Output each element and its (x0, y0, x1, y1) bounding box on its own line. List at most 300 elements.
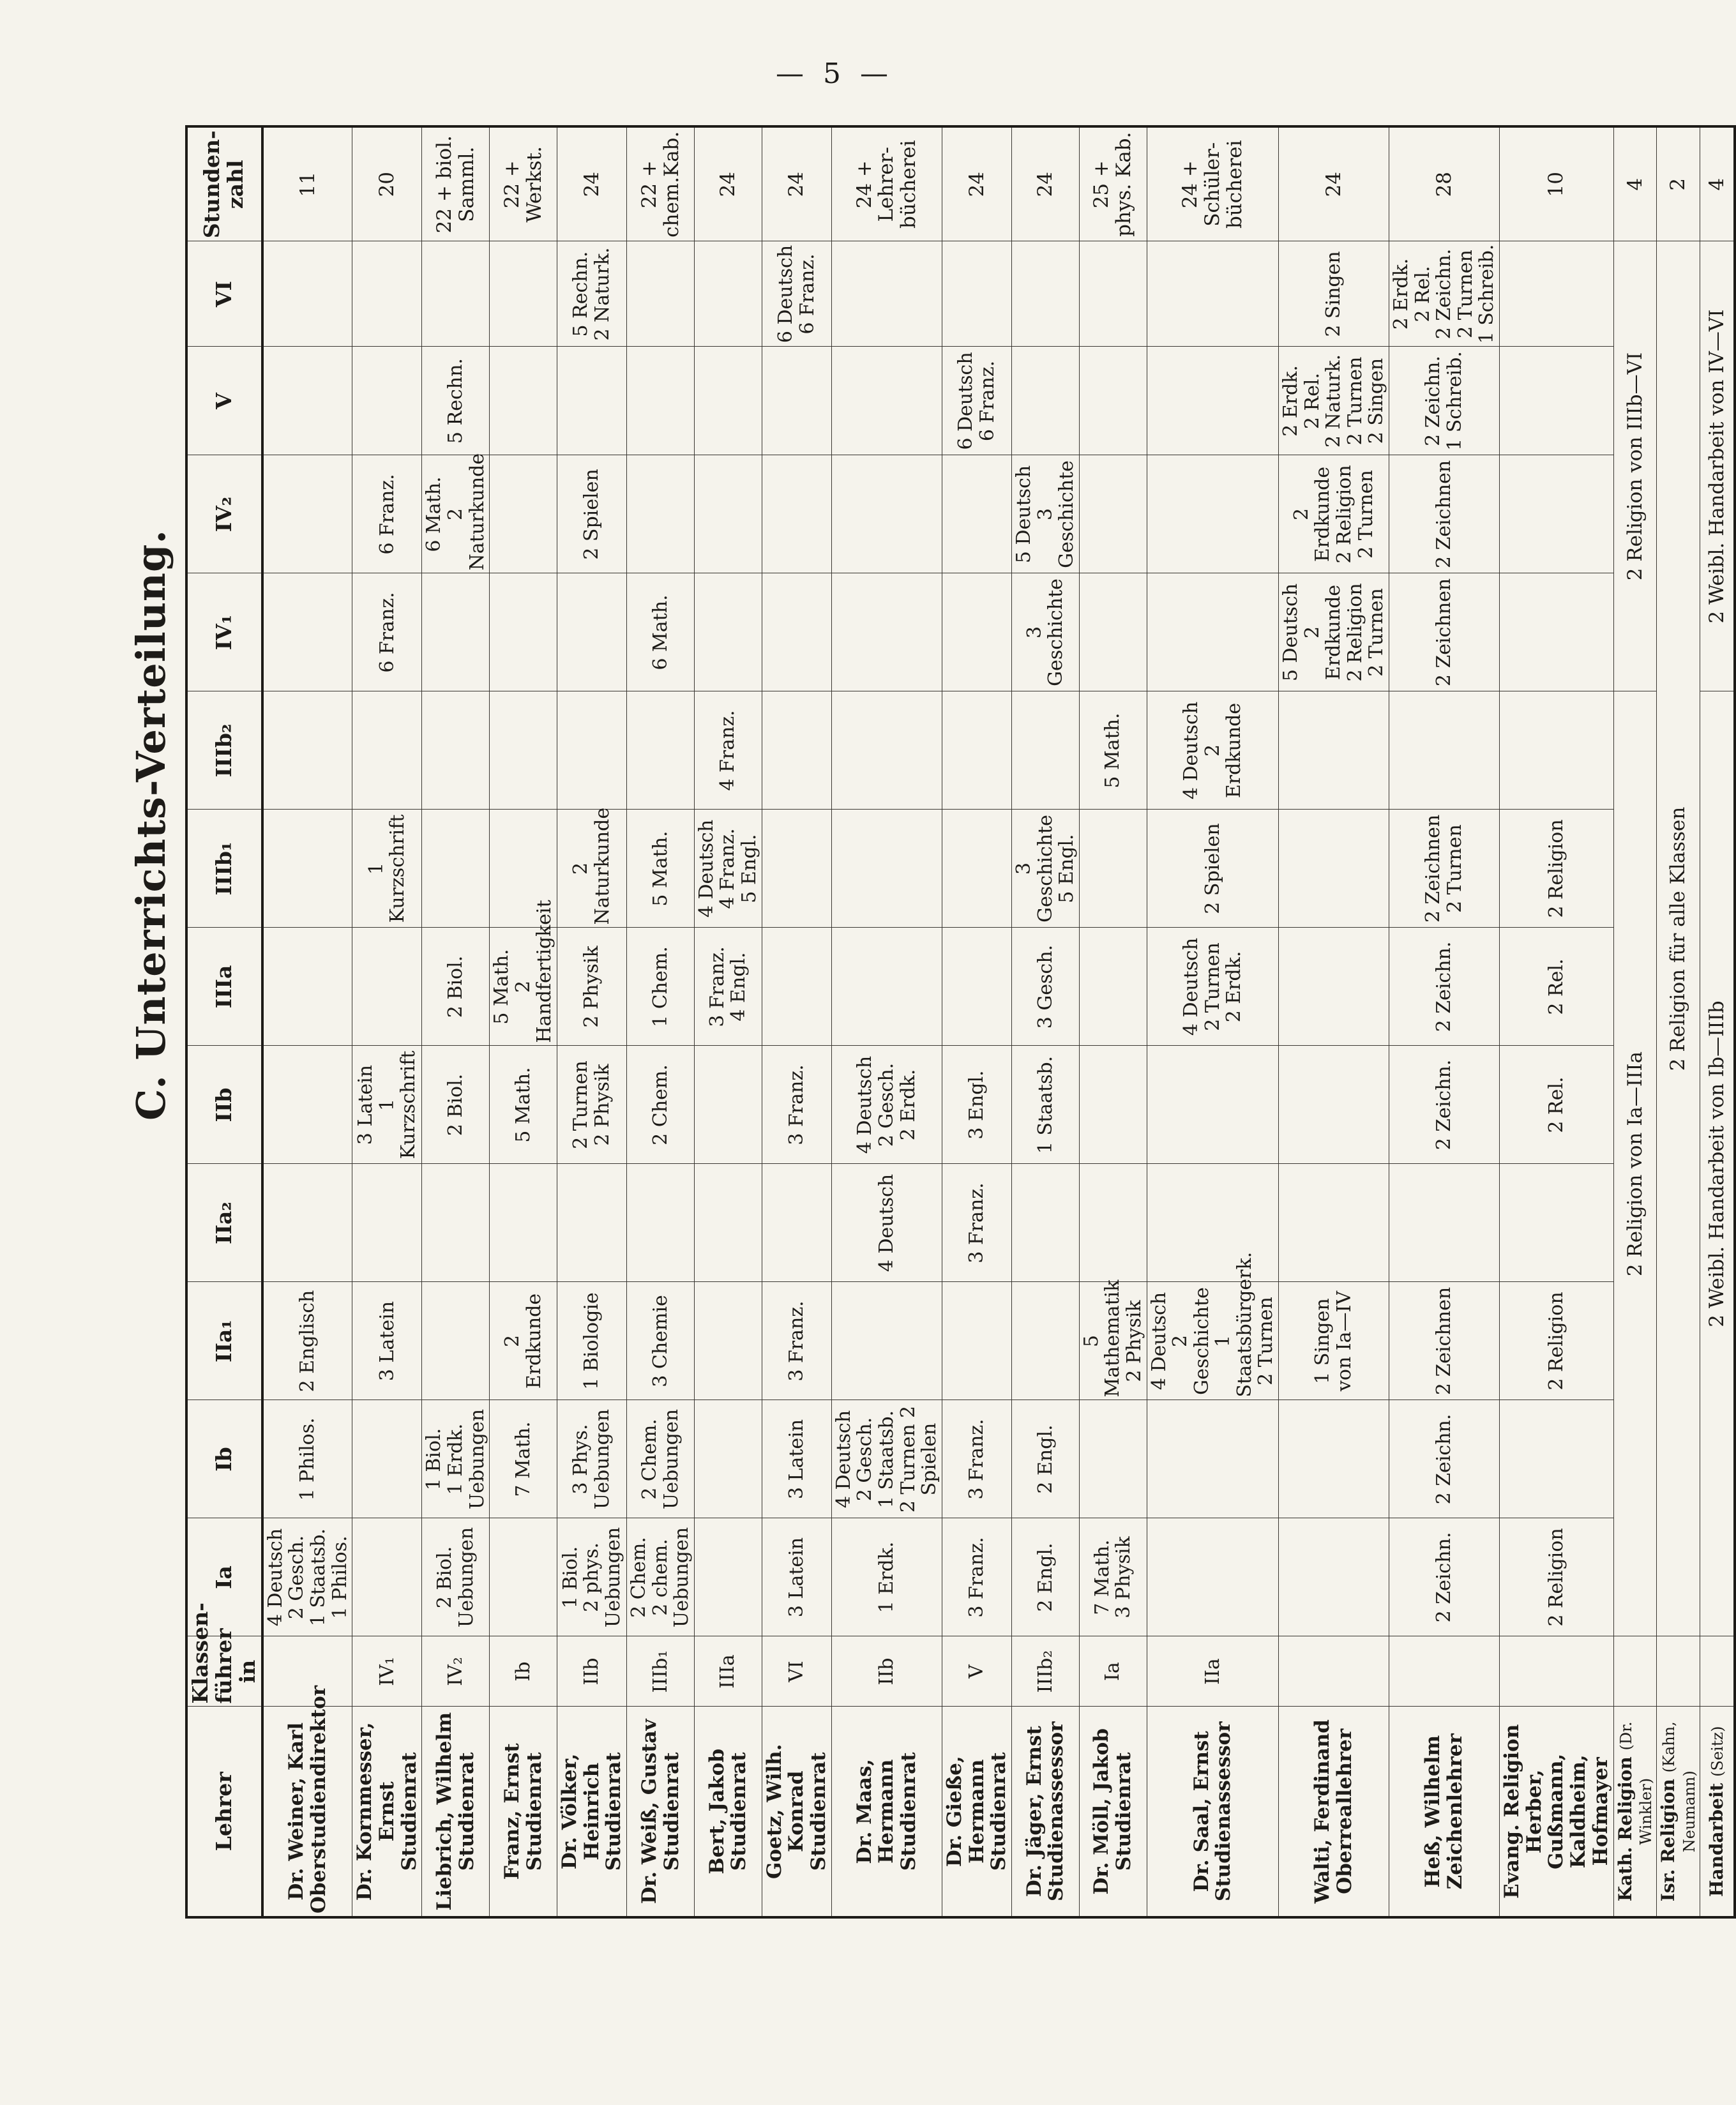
lesson-cell: 5 Math. (627, 810, 695, 928)
teacher-title: Studienrat (987, 1752, 1011, 1871)
footer-text: 2 Weibl. Handarbeit von Ib—IIIb (1700, 691, 1735, 1636)
lesson-cell (831, 928, 942, 1046)
lesson-cell (262, 455, 352, 573)
teacher-cell (1011, 1707, 1079, 1917)
teacher-cell (262, 1685, 352, 1917)
lesson-cell: 2 Chem. 2 chem. Uebungen (627, 1518, 695, 1636)
teacher-cell (694, 1707, 762, 1917)
teacher-title: Studienrat (455, 1752, 478, 1871)
teacher-name: Bert, Jakob (705, 1748, 728, 1875)
lesson-cell (762, 573, 831, 691)
column-header: IIb (186, 1046, 262, 1164)
lesson-cell: 3 Geschichte 5 Engl. (1011, 810, 1079, 928)
rotated-table-area (128, 130, 1728, 1919)
lesson-cell (762, 691, 831, 810)
lesson-cell (490, 455, 557, 573)
hours-cell: 24 + Lehrer- bücherei (831, 126, 942, 241)
lesson-cell: 6 Franz. (352, 455, 422, 573)
lesson-cell (262, 691, 352, 810)
teacher-title: Herber, Gußmann, Kaldheim, Hofmayer (1522, 1753, 1612, 1869)
lesson-cell (694, 241, 762, 347)
class-leader-cell: Ia (1079, 1636, 1147, 1707)
lesson-cell: 2 Zeichnen 2 Turnen (1389, 810, 1500, 928)
table-row (262, 126, 352, 1917)
lesson-cell (557, 347, 626, 455)
class-leader-cell (1389, 1636, 1500, 1707)
hours-cell: 24 (694, 126, 762, 241)
column-header: IIIb₂ (186, 691, 262, 810)
lesson-cell (1079, 455, 1147, 573)
lesson-cell (1079, 241, 1147, 347)
teacher-cell (490, 1707, 557, 1917)
lesson-cell (1279, 1518, 1389, 1636)
table-row (942, 126, 1011, 1917)
lesson-cell (352, 1518, 422, 1636)
table-row (557, 126, 626, 1917)
lesson-cell: 4 Deutsch 2 Gesch. 1 Staatsb. 2 Turnen 2 Spielen (831, 1400, 942, 1518)
teacher-name: Evang. Religion (1500, 1724, 1524, 1899)
footer-label (1700, 1707, 1735, 1917)
footer-label (1657, 1707, 1700, 1917)
lesson-cell: 2 Zeichnen (1389, 573, 1500, 691)
teacher-name: Dr. Gieße, Hermann (942, 1756, 988, 1867)
lesson-cell: 1 Biol. 2 phys. Uebungen (557, 1518, 626, 1636)
teacher-name: Dr. Kornmesser, Ernst (353, 1722, 398, 1901)
lesson-cell: 6 Math. 2 Naturkunde (422, 455, 490, 573)
table-row (1389, 126, 1500, 1917)
lesson-cell: 2 Engl. (1011, 1400, 1079, 1518)
lesson-cell (262, 928, 352, 1046)
lesson-cell (942, 573, 1011, 691)
lesson-cell: 3 Franz. (762, 1046, 831, 1164)
lesson-cell (1079, 928, 1147, 1046)
lesson-cell (1079, 347, 1147, 455)
column-header: IIIa (186, 928, 262, 1046)
class-leader-cell: IIb (557, 1636, 626, 1707)
lesson-cell (1147, 241, 1279, 347)
lesson-cell (422, 1164, 490, 1282)
lesson-cell: 2 Singen (1279, 241, 1389, 347)
lesson-cell (942, 1282, 1011, 1400)
footer-names: (Dr. Winkler) (1617, 1721, 1655, 1845)
teacher-cell (762, 1707, 831, 1917)
lesson-cell (1500, 241, 1614, 347)
teacher-cell (831, 1707, 942, 1917)
lesson-cell (1147, 1518, 1279, 1636)
lesson-cell (490, 241, 557, 347)
class-leader-cell: IIa (1147, 1636, 1279, 1707)
lesson-cell: 2 Zeichn. (1389, 928, 1500, 1046)
lesson-cell (352, 928, 422, 1046)
hours-cell: 25 + phys. Kab. (1079, 126, 1147, 241)
table-row (694, 126, 762, 1917)
lesson-cell: 3 Franz. (762, 1282, 831, 1400)
teacher-name: Dr. Möll, Jakob (1090, 1728, 1113, 1895)
class-leader-cell: IIIb₁ (627, 1636, 695, 1707)
lesson-cell: 2 Erdk. 2 Rel. 2 Naturk. 2 Turnen 2 Singen (1279, 347, 1389, 455)
lesson-cell (942, 455, 1011, 573)
teacher-name: Heß, Wilhelm (1421, 1735, 1445, 1888)
lesson-cell: 2 Erdk. 2 Rel. 2 Zeichn. 2 Turnen 1 Schreib. (1389, 241, 1500, 347)
lesson-cell (831, 347, 942, 455)
lesson-cell (1279, 1046, 1389, 1164)
teacher-cell (1079, 1707, 1147, 1917)
column-header: IV₂ (186, 455, 262, 573)
lesson-cell: 4 Deutsch (831, 1164, 942, 1282)
teacher-title: Oberreallehrer (1333, 1728, 1357, 1894)
lesson-cell: 2 Spielen (557, 455, 626, 573)
lesson-cell (490, 573, 557, 691)
table-row (422, 126, 490, 1917)
lesson-cell: 2 Zeichn. 1 Schreib. (1389, 347, 1500, 455)
teacher-name: Liebrich, Wilhelm (433, 1712, 457, 1911)
lesson-cell (422, 1282, 490, 1400)
lesson-cell (942, 928, 1011, 1046)
class-leader-cell: IIIa (694, 1636, 762, 1707)
teacher-cell (1279, 1707, 1389, 1917)
lesson-cell: 2 Engl. (1011, 1518, 1079, 1636)
lesson-cell (262, 347, 352, 455)
table-body (262, 126, 1735, 1917)
lesson-cell (352, 241, 422, 347)
lesson-cell (1500, 1164, 1614, 1282)
lesson-cell (831, 810, 942, 928)
lesson-cell (1079, 810, 1147, 928)
teacher-cell (557, 1707, 626, 1917)
lesson-cell (762, 455, 831, 573)
teacher-title: Studienrat (1112, 1752, 1136, 1871)
lesson-cell (557, 691, 626, 810)
lesson-cell: 1 Chem. (627, 928, 695, 1046)
class-leader-cell: IV₂ (422, 1636, 490, 1707)
teacher-name: Dr. Saal, Ernst (1189, 1731, 1213, 1892)
footer-label (1613, 1707, 1657, 1917)
footer-row (1613, 126, 1657, 1917)
lesson-cell (694, 347, 762, 455)
footer-names: (Kahn, Neumann) (1660, 1721, 1698, 1853)
hours-cell: 24 (1279, 126, 1389, 241)
teacher-title: Studienrat (397, 1752, 421, 1871)
empty-cell (1613, 1636, 1657, 1707)
teacher-name: Dr. Jäger, Ernst (1022, 1726, 1046, 1898)
lesson-cell: 2 Biol. (422, 1046, 490, 1164)
lesson-cell (831, 573, 942, 691)
lesson-cell (1279, 691, 1389, 810)
lesson-cell: 4 Deutsch 2 Turnen 2 Erdk. (1147, 928, 1279, 1046)
lesson-cell (490, 1518, 557, 1636)
lesson-cell (352, 691, 422, 810)
lesson-cell: 2 Spielen (1147, 810, 1279, 928)
lesson-cell: 5 Deutsch 3 Geschichte (1011, 455, 1079, 573)
lesson-cell: 2 Religion (1500, 810, 1614, 928)
lesson-cell: 3 Latein 1 Kurzschrift (352, 1046, 422, 1164)
lesson-cell: 2 Zeichn. (1389, 1046, 1500, 1164)
lesson-cell (1500, 1400, 1614, 1518)
lesson-cell (1500, 691, 1614, 810)
lesson-cell: 5 Math. (1079, 691, 1147, 810)
teacher-name: Goetz, Wilh. Konrad (762, 1744, 808, 1880)
footer-row (1657, 126, 1700, 1917)
lesson-cell (831, 241, 942, 347)
class-leader-cell (1500, 1636, 1614, 1707)
lesson-cell (694, 1518, 762, 1636)
hours-cell: 20 (352, 126, 422, 241)
lesson-cell (694, 1400, 762, 1518)
lesson-cell: 4 Deutsch 4 Franz. 5 Engl. (694, 810, 762, 928)
lesson-cell (762, 928, 831, 1046)
lesson-cell (262, 1046, 352, 1164)
footer-text-2: 2 Weibl. Handarbeit von IV—VI (1700, 241, 1735, 691)
lesson-cell: 6 Deutsch 6 Franz. (762, 241, 831, 347)
lesson-cell (490, 347, 557, 455)
class-leader-cell: V (942, 1636, 1011, 1707)
hours-cell: 22 + biol. Samml. (422, 126, 490, 241)
table-row (352, 126, 422, 1917)
teacher-title: Studienrat (727, 1752, 751, 1871)
lesson-cell: 2 Naturkunde (557, 810, 626, 928)
lesson-cell (1279, 1164, 1389, 1282)
lesson-cell: 3 Latein (762, 1400, 831, 1518)
lesson-cell: 5 Rechn. (422, 347, 490, 455)
lesson-cell (1147, 1046, 1279, 1164)
lesson-cell: 6 Deutsch 6 Franz. (942, 347, 1011, 455)
lesson-cell (422, 573, 490, 691)
teacher-name: Walti, Ferdinand (1311, 1719, 1334, 1904)
lesson-cell (627, 1164, 695, 1282)
hours-cell: 24 (942, 126, 1011, 241)
table-header-row (186, 126, 262, 1917)
lesson-cell: 3 Latein (762, 1518, 831, 1636)
lesson-cell: 2 Turnen 2 Physik (557, 1046, 626, 1164)
footer-row (1700, 126, 1735, 1917)
lesson-cell: 3 Chemie (627, 1282, 695, 1400)
lesson-cell (762, 347, 831, 455)
lesson-cell: 5 Math. (490, 1046, 557, 1164)
lesson-cell (694, 1164, 762, 1282)
lesson-cell (1500, 573, 1614, 691)
lesson-cell (490, 1164, 557, 1282)
lesson-cell (1279, 1400, 1389, 1518)
lesson-cell (694, 573, 762, 691)
teacher-name: Franz, Ernst (500, 1743, 524, 1880)
lesson-cell (831, 1282, 942, 1400)
footer-subject: Isr. Religion (1657, 1772, 1679, 1902)
empty-cell (1700, 1636, 1735, 1707)
lesson-cell: 3 Latein (352, 1282, 422, 1400)
lesson-cell (1279, 928, 1389, 1046)
column-header: IIIb₁ (186, 810, 262, 928)
hours-cell: 4 (1613, 126, 1657, 241)
lesson-cell: 4 Deutsch 2 Erdkunde (1147, 691, 1279, 810)
lesson-cell (762, 1164, 831, 1282)
lesson-cell: 5 Mathematik 2 Physik (1079, 1282, 1147, 1400)
teacher-title: Studienassessor (1212, 1721, 1235, 1902)
hours-cell: 10 (1500, 126, 1614, 241)
column-header: V (186, 347, 262, 455)
lesson-cell: 3 Gesch. (1011, 928, 1079, 1046)
teacher-title: Studienrat (602, 1752, 626, 1871)
class-leader-cell: VI (762, 1636, 831, 1707)
table-row (1279, 126, 1389, 1917)
lesson-cell (422, 691, 490, 810)
table-row (1500, 126, 1614, 1917)
lesson-cell (1011, 1282, 1079, 1400)
lesson-cell: 4 Franz. (694, 691, 762, 810)
lesson-cell: 2 Zeichn. (1389, 1400, 1500, 1518)
lesson-cell: 5 Math. 2 Handfertigkeit (490, 928, 557, 1046)
hours-cell: 24 (1011, 126, 1079, 241)
lesson-cell (1500, 347, 1614, 455)
lesson-cell (262, 241, 352, 347)
lesson-cell: 2 Rel. (1500, 1046, 1614, 1164)
lesson-cell: 2 Erdkunde (490, 1282, 557, 1400)
lesson-cell (352, 1400, 422, 1518)
lesson-cell (1279, 810, 1389, 928)
class-leader-cell: IIIb₂ (1011, 1636, 1079, 1707)
lesson-cell (627, 455, 695, 573)
lesson-cell: 3 Phys. Uebungen (557, 1400, 626, 1518)
lesson-cell (422, 810, 490, 928)
teacher-title: Studienassessor (1045, 1721, 1068, 1902)
lesson-cell (627, 241, 695, 347)
lesson-cell: 3 Franz. 4 Engl. (694, 928, 762, 1046)
column-header: VI (186, 241, 262, 347)
lesson-cell: 2 Rel. (1500, 928, 1614, 1046)
lesson-cell: 3 Franz. (942, 1164, 1011, 1282)
teacher-name: Dr. Völker, Heinrich (557, 1753, 603, 1870)
footer-text-2: 2 Religion von IIIb—VI (1613, 241, 1657, 691)
lesson-cell (490, 691, 557, 810)
footer-text: 2 Religion für alle Klassen (1657, 241, 1700, 1636)
lesson-cell: 2 Biol. Uebungen (422, 1518, 490, 1636)
lesson-cell (1079, 573, 1147, 691)
lesson-cell: 6 Math. (627, 573, 695, 691)
teacher-cell (1147, 1707, 1279, 1917)
table-row (1079, 126, 1147, 1917)
table-row (627, 126, 695, 1917)
lesson-cell (1147, 455, 1279, 573)
lesson-cell (352, 1164, 422, 1282)
lesson-cell: 3 Engl. (942, 1046, 1011, 1164)
lesson-cell: 2 Biol. (422, 928, 490, 1046)
lesson-cell (1079, 1164, 1147, 1282)
table-row (831, 126, 942, 1917)
teacher-cell (352, 1707, 422, 1917)
lesson-cell (1079, 1400, 1147, 1518)
lesson-cell (831, 691, 942, 810)
lesson-cell (1011, 347, 1079, 455)
teacher-cell (1500, 1707, 1614, 1917)
class-leader-cell: IIb (831, 1636, 942, 1707)
lesson-cell (1389, 691, 1500, 810)
lesson-cell (557, 1164, 626, 1282)
lesson-cell (262, 810, 352, 928)
hours-cell: 22 + chem.Kab. (627, 126, 695, 241)
lesson-cell (1011, 1164, 1079, 1282)
lesson-cell (1389, 1164, 1500, 1282)
lesson-cell: 3 Franz. (942, 1400, 1011, 1518)
lesson-cell: 2 Englisch (262, 1282, 352, 1400)
lesson-cell (627, 347, 695, 455)
lesson-cell: 6 Franz. (352, 573, 422, 691)
lesson-cell (1500, 455, 1614, 573)
column-header: Ib (186, 1400, 262, 1518)
lesson-cell: 2 Physik (557, 928, 626, 1046)
lesson-cell: 4 Deutsch 2 Geschichte 1 Staatsbürgerk. 2 Turnen (1147, 1282, 1279, 1400)
footer-text: 2 Religion von Ia—IIIa (1613, 691, 1657, 1636)
hours-cell: 11 (262, 126, 352, 241)
lesson-cell (1011, 691, 1079, 810)
column-header: Klassen- führer in (186, 1636, 262, 1707)
teacher-cell (627, 1707, 695, 1917)
teacher-title: Studienrat (660, 1752, 683, 1871)
lesson-cell (942, 691, 1011, 810)
teacher-title: Studienrat (897, 1752, 921, 1871)
teacher-cell (1389, 1707, 1500, 1917)
lesson-cell (1079, 1046, 1147, 1164)
hours-cell: 2 (1657, 126, 1700, 241)
column-header: Lehrer (186, 1707, 262, 1917)
lesson-cell (422, 241, 490, 347)
table-row (1011, 126, 1079, 1917)
lesson-cell: 1 Biol. 1 Erdk. Uebungen (422, 1400, 490, 1518)
hours-cell: 24 (557, 126, 626, 241)
lesson-cell: 2 Religion (1500, 1282, 1614, 1400)
lesson-cell: 1 Erdk. (831, 1518, 942, 1636)
teacher-cell (422, 1707, 490, 1917)
lesson-cell: 1 Philos. (262, 1400, 352, 1518)
footer-subject: Kath. Religion (1614, 1750, 1636, 1902)
footer-names: (Seitz) (1709, 1726, 1727, 1777)
lesson-cell (831, 455, 942, 573)
lesson-cell (1147, 1164, 1279, 1282)
class-leader-cell: IV₁ (352, 1636, 422, 1707)
empty-cell (1657, 1636, 1700, 1707)
page-title: C. Unterrichts-Verteilung. (128, 529, 174, 1120)
lesson-cell: 3 Franz. (942, 1518, 1011, 1636)
lesson-cell (1147, 573, 1279, 691)
table-row (762, 126, 831, 1917)
lesson-cell: 4 Deutsch 2 Gesch. 1 Staatsb. 1 Philos. (262, 1518, 352, 1636)
teacher-title: Studienrat (807, 1752, 831, 1871)
lesson-cell (1147, 347, 1279, 455)
teacher-title: Zeichenlehrer (1444, 1733, 1467, 1890)
lesson-cell: 7 Math. 3 Physik (1079, 1518, 1147, 1636)
lesson-cell (694, 1282, 762, 1400)
lesson-cell (694, 1046, 762, 1164)
hours-cell: 24 + Schüler- bücherei (1147, 126, 1279, 241)
column-header: IIa₁ (186, 1282, 262, 1400)
lesson-cell: 7 Math. (490, 1400, 557, 1518)
column-header: IV₁ (186, 573, 262, 691)
lesson-cell (1147, 1400, 1279, 1518)
lesson-cell: 5 Rechn. 2 Naturk. (557, 241, 626, 347)
lesson-cell (352, 347, 422, 455)
lesson-cell (262, 1164, 352, 1282)
class-leader-cell (1279, 1636, 1389, 1707)
footer-subject: Handarbeit (1706, 1776, 1728, 1897)
lesson-cell: 2 Zeichnen (1389, 455, 1500, 573)
lesson-cell (1011, 241, 1079, 347)
hours-cell: 24 (762, 126, 831, 241)
teacher-name: Dr. Weiß, Gustav (637, 1719, 661, 1905)
teacher-cell (942, 1707, 1011, 1917)
lesson-cell: 1 Kurzschrift (352, 810, 422, 928)
column-header: Stunden- zahl (186, 126, 262, 241)
teacher-title: Oberstudiendirektor (307, 1685, 331, 1913)
lesson-cell: 2 Zeichn. (1389, 1518, 1500, 1636)
lesson-cell: 2 Erdkunde 2 Religion 2 Turnen (1279, 455, 1389, 573)
